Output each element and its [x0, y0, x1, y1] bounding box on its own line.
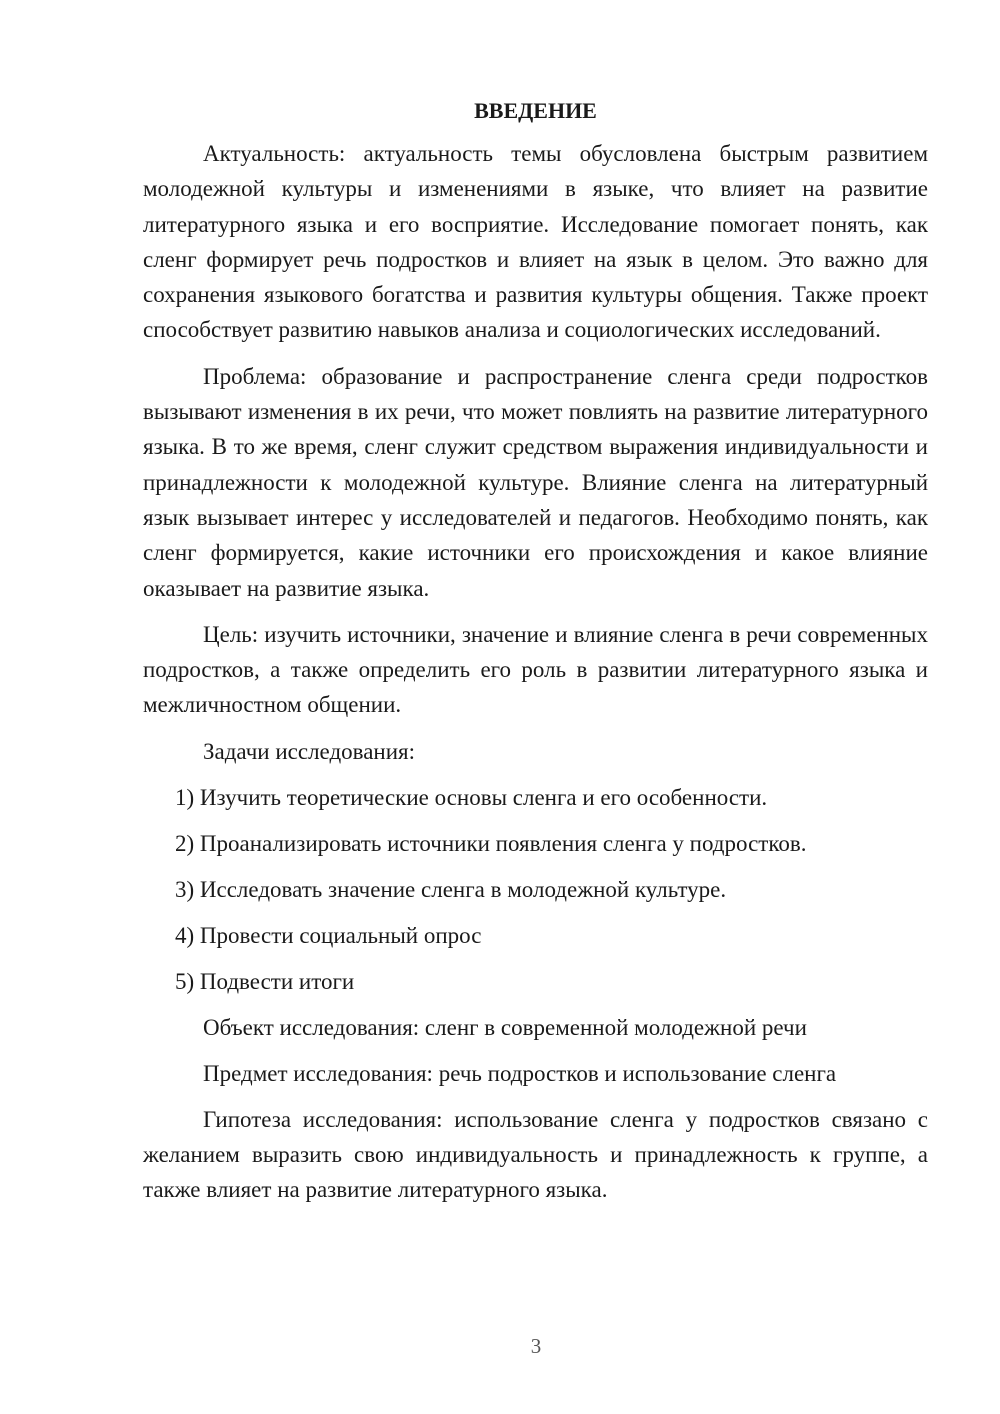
tasks-list: [143, 780, 928, 999]
task-item: 2) Проанализировать источники появления сленга у подростков.: [175, 830, 807, 856]
page-number: 3: [530, 1334, 542, 1358]
research-subject: Предмет исследования: речь подростков и использование сленга: [203, 1060, 837, 1086]
document-page: [143, 94, 928, 1208]
goal-paragraph: Цель: изучить источники, значение и влияние сленга в речи современных подростков, а также определить его роль в развитии литературного языка и межличностном общении.: [143, 621, 928, 718]
research-hypothesis: Гипотеза исследования: использование сленга у подростков связано с желанием выразить свою индивидуальность и принадлежность к группе, а также влияет на развитие литературного языка.: [143, 1106, 928, 1203]
tasks-heading: Задачи исследования:: [203, 738, 416, 764]
problem-paragraph: Проблема: образование и распространение сленга среди подростков вызывают изменения в их речи, что может повлиять на развитие литературного языка. В то же время, сленг служит средством выражения индивидуальности и принадлежности к молодежной культуре. Влияние сленга на литературный язык вызывает интерес у исследователей и педагогов. Необходимо понять, как сленг формируется, какие источники его происхождения и какое влияние оказывает на развитие языка.: [143, 363, 928, 601]
research-object: Объект исследования: сленг в современной молодежной речи: [203, 1014, 807, 1040]
task-item: 1) Изучить теоретические основы сленга и его особенности.: [175, 784, 768, 810]
task-item: 5) Подвести итоги: [175, 968, 355, 994]
relevance-paragraph: Актуальность: актуальность темы обусловлена быстрым развитием молодежной культуры и изменениями в языке, что влияет на развитие литературного языка и его восприятие. Исследование помогает понять, как сленг формирует речь подростков и влияет на язык в целом. Это важно для сохранения языкового богатства и развития культуры общения. Также проект способствует развитию навыков анализа и социологических исследований.: [143, 141, 928, 343]
task-item: 4) Провести социальный опрос: [175, 922, 482, 948]
task-item: 3) Исследовать значение сленга в молодежной культуре.: [175, 876, 727, 902]
section-heading: ВВЕДЕНИЕ: [474, 98, 597, 123]
